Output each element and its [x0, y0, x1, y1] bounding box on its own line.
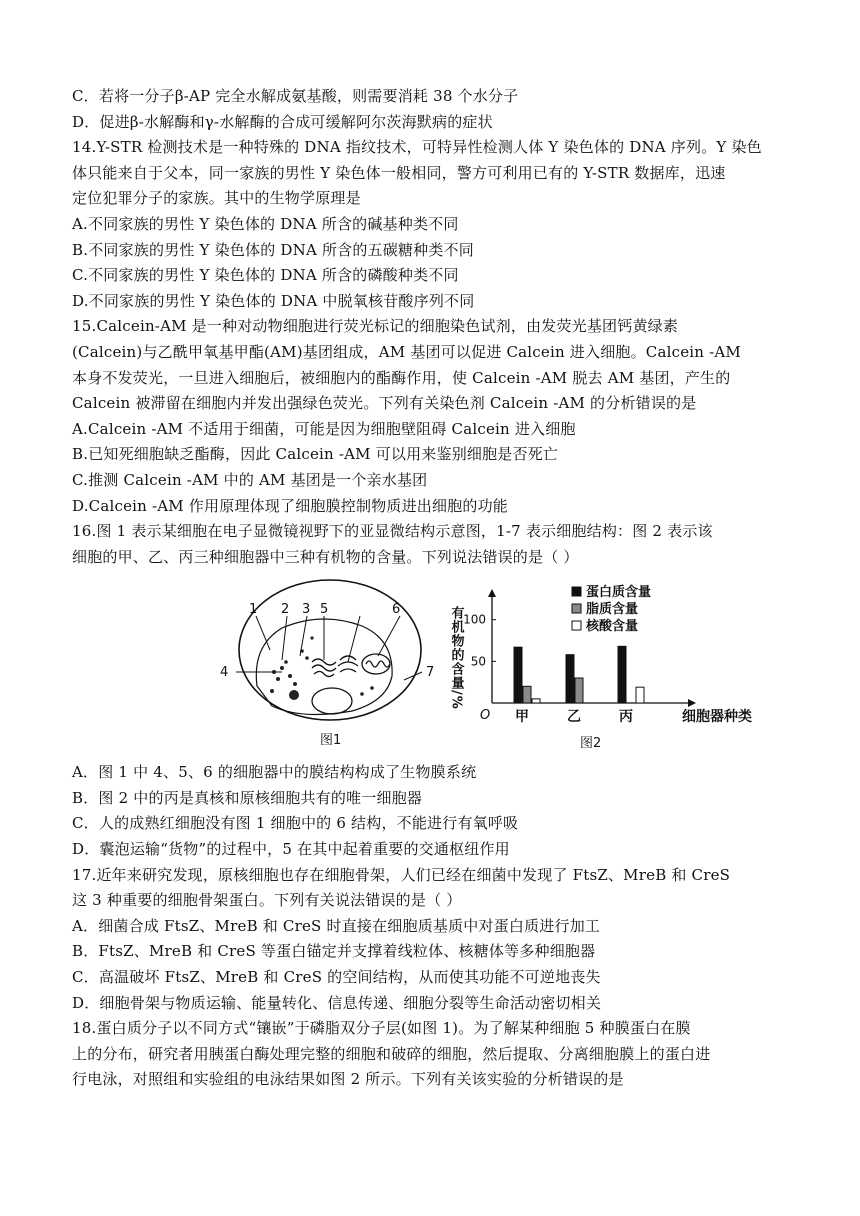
legend-swatch-0: [572, 587, 581, 596]
text-line: 18.蛋白质分子以不同方式“镶嵌”于磷脂双分子层(如图 1)。为了解某种细胞 5 种膜蛋白在膜: [72, 1019, 691, 1038]
text-line: C．人的成熟红细胞没有图 1 细胞中的 6 结构，不能进行有氧呼吸: [72, 814, 519, 833]
cell-label-4: 4: [220, 665, 229, 681]
text-line: 16.图 1 表示某细胞在电子显微镜视野下的亚显微结构示意图，1-7 表示细胞结构：图 2 表示该: [72, 522, 713, 541]
text-line: 17.近年来研究发现，原核细胞也存在细胞骨架，人们已经在细菌中发现了 FtsZ、MreB 和 CreS: [72, 865, 731, 884]
legend-label-0: 蛋白质含量: [586, 585, 652, 601]
text-line: A．细菌合成 FtsZ、MreB 和 CreS 时直接在细胞质基质中对蛋白质进行加工: [72, 916, 601, 935]
bar-2-0: [618, 647, 626, 704]
text-line: (Calcein)与乙酰甲氧基甲酯(AM)基团组成，AM 基团可以促进 Calcein 进入细胞。Calcein -AM: [72, 342, 741, 361]
text-line: C．高温破坏 FtsZ、MreB 和 CreS 的空间结构，从而使其功能不可逆地丧失: [72, 968, 601, 987]
text-line: A．图 1 中 4、5、6 的细胞器中的膜结构构成了生物膜系统: [72, 763, 477, 782]
bar-1-1: [575, 678, 583, 703]
cell-label-7: 7: [426, 665, 435, 681]
y-tick-label: 100: [463, 612, 486, 627]
x-category-label: 乙: [567, 709, 581, 726]
text-line: B.不同家族的男性 Y 染色体的 DNA 所含的五碳糖种类不同: [72, 240, 474, 259]
origin-label: O: [480, 708, 491, 724]
cell-label-5: 5: [320, 602, 329, 618]
text-line: 本身不发荧光，一旦进入细胞后，被细胞内的酯酶作用，使 Calcein -AM 脱去 AM 基团，产生的: [72, 368, 731, 387]
y-axis-arrow: [488, 589, 496, 597]
text-line: 行电泳，对照组和实验组的电泳结果如图 2 所示。下列有关该实验的分析错误的是: [72, 1070, 624, 1089]
figure1-caption: 图1: [320, 733, 342, 749]
text-line: 定位犯罪分子的家族。其中的生物学原理是: [72, 189, 361, 208]
x-axis-label: 细胞器种类: [682, 709, 752, 726]
text-line: D.不同家族的男性 Y 染色体的 DNA 中脱氧核苷酸序列不同: [72, 291, 475, 310]
exam-page: [72, 84, 792, 1093]
legend-label-1: 脂质含量: [586, 602, 639, 618]
legend-label-2: 核酸含量: [586, 619, 639, 635]
x-axis-arrow: [688, 699, 696, 707]
text-line: 上的分布，研究者用胰蛋白酶处理完整的细胞和破碎的细胞，然后提取、分离细胞膜上的蛋白进: [72, 1044, 711, 1063]
figure2-caption: 图2: [580, 736, 602, 752]
x-category-label: 丙: [619, 709, 633, 726]
y-axis-label: 有机物的含量/%: [448, 606, 464, 711]
text-line: A.不同家族的男性 Y 染色体的 DNA 所含的碱基种类不同: [72, 214, 459, 233]
cell-label-6: 6: [392, 602, 401, 618]
question-text-bottom: [72, 760, 792, 1093]
cell-label-2: 2: [281, 602, 290, 618]
text-line: C.不同家族的男性 Y 染色体的 DNA 所含的磷酸种类不同: [72, 266, 459, 285]
legend-swatch-2: [572, 621, 581, 630]
y-tick-label: 50: [470, 654, 486, 669]
text-line: 15.Calcein-AM 是一种对动物细胞进行荧光标记的细胞染色试剂，由发荧光基团钙黄绿素: [72, 317, 679, 336]
text-line: A.Calcein -AM 不适用于细菌，可能是因为细胞壁阻碍 Calcein 进入细胞: [72, 419, 576, 438]
figure-row: [72, 576, 792, 756]
text-line: C.推测 Calcein -AM 中的 AM 基团是一个亲水基团: [72, 470, 428, 489]
text-line: Calcein 被滞留在细胞内并发出强绿色荧光。下列有关染色剂 Calcein -AM 的分析错误的是: [72, 394, 697, 413]
bar-1-0: [566, 655, 574, 703]
text-line: D．细胞骨架与物质运输、能量转化、信息传递、细胞分裂等生命活动密切相关: [72, 993, 602, 1012]
text-line: B．图 2 中的丙是真核和原核细胞共有的唯一细胞器: [72, 788, 423, 807]
cell-label-3: 3: [302, 602, 311, 618]
bar-2-2: [636, 687, 644, 703]
text-line: D.Calcein -AM 作用原理体现了细胞膜控制物质进出细胞的功能: [72, 496, 509, 515]
text-line: B．FtsZ、MreB 和 CreS 等蛋白锚定并支撑着线粒体、核糖体等多种细胞器: [72, 942, 596, 961]
cell-label-1: 1: [249, 602, 258, 618]
bar-0-2: [532, 699, 540, 703]
bar-0-0: [514, 647, 522, 703]
bar-0-1: [523, 687, 531, 704]
text-line: B.已知死细胞缺乏酯酶，因此 Calcein -AM 可以用来鉴别细胞是否死亡: [72, 445, 559, 464]
text-line: 这 3 种重要的细胞骨架蛋白。下列有关说法错误的是（ ）: [72, 891, 462, 910]
text-line: D．促进β-水解酶和γ-水解酶的合成可缓解阿尔茨海默病的症状: [72, 112, 493, 131]
text-line: 细胞的甲、乙、丙三种细胞器中三种有机物的含量。下列说法错误的是（ ）: [72, 547, 579, 566]
text-line: 14.Y-STR 检测技术是一种特殊的 DNA 指纹技术，可特异性检测人体 Y 染色体的 DNA 序列。Y 染色: [72, 138, 762, 157]
legend-swatch-1: [572, 604, 581, 613]
question-text-top: [72, 84, 792, 570]
organelle-content-chart: [412, 576, 752, 752]
text-line: C．若将一分子β-AP 完全水解成氨基酸，则需要消耗 38 个水分子: [72, 87, 519, 105]
x-category-label: 甲: [515, 709, 529, 726]
text-line: 体只能来自于父本，同一家族的男性 Y 染色体一般相同，警方可利用已有的 Y-STR 数据库，迅速: [72, 163, 726, 182]
text-line: D．囊泡运输“货物”的过程中，5 在其中起着重要的交通枢纽作用: [72, 840, 510, 859]
